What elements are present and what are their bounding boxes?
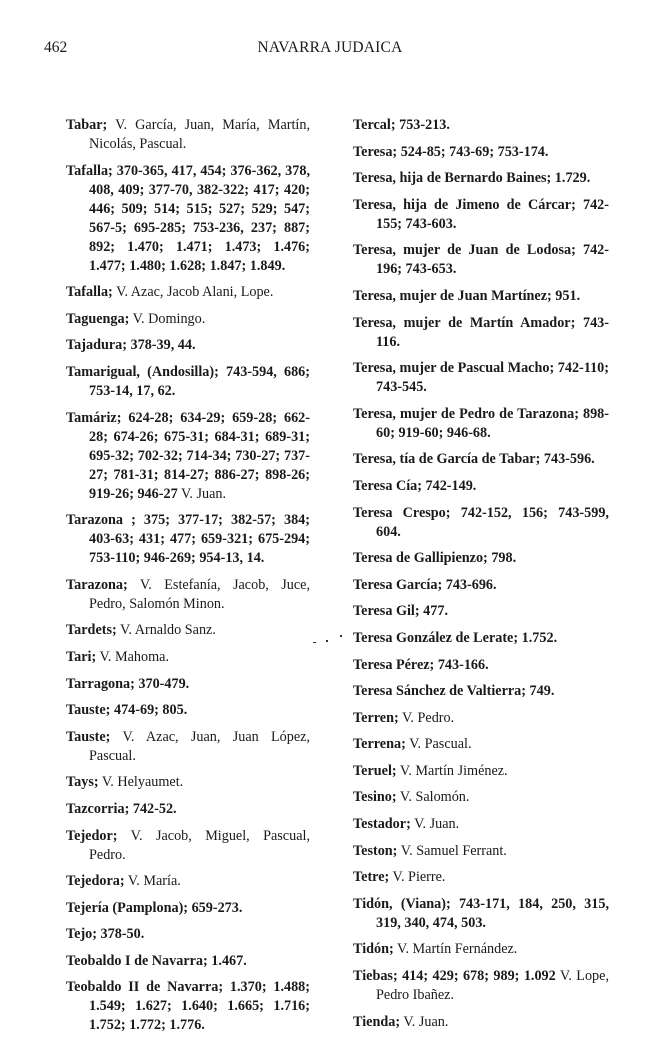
entry-headword: Tercal;: [353, 117, 396, 133]
index-entry: [353, 241, 609, 279]
entry-headword: Tajadura;: [66, 337, 127, 354]
index-entry: [66, 116, 310, 154]
entry-references: 742-52.: [129, 800, 177, 817]
entry-see-also: V. María.: [124, 873, 181, 890]
entry-see-also: V. Juan.: [400, 1013, 449, 1030]
entry-references: 951.: [551, 287, 581, 304]
entry-headword: Teresa Crespo;: [353, 504, 451, 521]
entry-see-also: V. García, Juan, María, Martín, Nicolás, Pascual.: [89, 117, 310, 152]
entry-headword: Teresa, mujer de Martín Amador;: [353, 314, 576, 331]
print-specks: [310, 636, 350, 656]
index-entry: [353, 868, 609, 887]
entry-headword: Tejo;: [66, 926, 97, 943]
entry-references: 414; 429; 678; 989; 1.092: [397, 968, 556, 985]
entry-headword: Tetre;: [353, 869, 390, 886]
entry-headword: Teresa González de Lerate;: [353, 629, 519, 646]
entry-see-also: V. Mahoma.: [96, 648, 169, 665]
index-entry: [66, 310, 310, 329]
entry-references: 898-60; 919-60; 946-68.: [376, 405, 609, 441]
index-column-left: [66, 116, 310, 1043]
entry-headword: Teresa Pérez;: [353, 656, 435, 673]
entry-references: 477.: [419, 603, 448, 620]
index-entry: [353, 788, 609, 807]
entry-see-also: V. Helyaumet.: [98, 774, 184, 791]
index-entry: [353, 169, 609, 188]
entry-headword: Teresa, tía de García de Tabar;: [353, 451, 541, 468]
entry-see-also: V. Salomón.: [396, 789, 470, 806]
entry-references: 743-116.: [376, 314, 609, 350]
entry-references: 659-273.: [188, 899, 243, 916]
page-number: 462: [44, 39, 68, 56]
index-entry: [353, 602, 609, 621]
entry-see-also: V. Arnaldo Sanz.: [116, 622, 216, 639]
index-entry: [353, 762, 609, 781]
entry-headword: Teston;: [353, 842, 398, 859]
entry-headword: Teresa García;: [353, 576, 443, 593]
entry-references: 742-196; 743-653.: [376, 242, 609, 278]
speck: [326, 640, 328, 642]
index-entry: [66, 363, 310, 401]
entry-references: 743-696.: [442, 576, 497, 593]
running-head: [0, 39, 660, 63]
index-entry: [66, 621, 310, 640]
entry-headword: Teresa, hija de Jimeno de Cárcar;: [353, 196, 576, 213]
entry-headword: Tabar;: [66, 117, 108, 133]
entry-headword: Tejedor;: [66, 827, 118, 844]
entry-headword: Tari;: [66, 648, 97, 665]
entry-headword: Taguenga;: [66, 310, 130, 327]
entry-headword: Teresa, mujer de Pascual Macho;: [353, 360, 555, 377]
entry-headword: Teresa Cía;: [353, 477, 422, 494]
index-entry: [353, 967, 609, 1005]
entry-see-also: V. Pierre.: [389, 869, 446, 886]
entry-headword: Tamarigual, (Andosilla);: [66, 363, 219, 380]
index-entry: [353, 116, 609, 135]
entry-headword: Teresa Gil;: [353, 603, 420, 620]
entry-headword: Tamáriz;: [66, 409, 122, 426]
index-entry: [353, 940, 609, 959]
index-entry: [353, 504, 609, 542]
entry-headword: Tarazona ;: [66, 512, 136, 529]
index-entry: [66, 728, 310, 766]
entry-headword: Terren;: [353, 709, 399, 726]
speck: [340, 635, 342, 637]
speck: [313, 642, 316, 643]
entry-references: 743-166.: [434, 656, 489, 673]
index-entry: [66, 773, 310, 792]
index-entry: [66, 925, 310, 944]
entry-references: 624-28; 634-29; 659-28; 662-28; 674-26; 675-31; 684-31; 689-31; 695-32; 702-32; 714-34; 730-27; 737-27; 781-31; 814-27; 886-27; 898-26; 919-26; 946-27: [89, 409, 310, 502]
index-entry: [66, 162, 310, 276]
entry-headword: Tejedora;: [66, 873, 125, 890]
entry-see-also: V. Martín Fernández.: [393, 941, 518, 958]
entry-references: 798.: [487, 550, 517, 567]
entry-headword: Tafalla;: [66, 284, 113, 301]
index-entry: [66, 872, 310, 891]
entry-references: 524-85; 743-69; 753-174.: [397, 143, 549, 160]
index-entry: [66, 899, 310, 918]
index-entry: [66, 409, 310, 504]
index-entry: [353, 842, 609, 861]
entry-see-also: V. Martín Jiménez.: [396, 762, 508, 779]
entry-references: 749.: [526, 683, 555, 700]
entry-headword: Teresa, hija de Bernardo Baines;: [353, 170, 552, 187]
entry-headword: Teresa;: [353, 143, 398, 160]
entry-headword: Teresa Sánchez de Valtierra;: [353, 683, 526, 700]
entry-see-also: V. Juan.: [177, 485, 227, 502]
index-entry: [353, 815, 609, 834]
entry-references: 742-149.: [421, 477, 477, 494]
entry-references: 378-39, 44.: [126, 337, 196, 354]
entry-see-also: V. Estefanía, Jacob, Juce, Pedro, Salomón Minon.: [89, 576, 310, 612]
index-entry: [66, 701, 310, 720]
index-entry: [353, 682, 609, 701]
index-entry: [66, 511, 310, 568]
book-title: NAVARRA JUDAICA: [257, 39, 403, 56]
entry-headword: Tarragona;: [66, 675, 135, 692]
index-entry: [353, 477, 609, 496]
entry-headword: Testador;: [353, 816, 411, 833]
entry-headword: Teobaldo I de Navarra;: [66, 952, 208, 969]
entry-headword: Teobaldo II de Navarra;: [66, 979, 224, 996]
entry-headword: Terrena;: [353, 736, 406, 753]
index-entry: [66, 283, 310, 302]
index-entry: [66, 576, 310, 614]
index-entry: [353, 709, 609, 728]
entry-headword: Tesino;: [353, 789, 397, 806]
index-entry: [66, 800, 310, 819]
index-entry: [353, 196, 609, 234]
entry-references: 1.752.: [518, 629, 558, 646]
entry-headword: Tazcorria;: [66, 800, 130, 817]
index-entry: [353, 895, 609, 933]
entry-headword: Tauste;: [66, 702, 111, 719]
entry-references: (Viana); 743-171, 184, 250, 315, 319, 340, 474, 503.: [376, 895, 609, 931]
entry-see-also: V. Samuel Ferrant.: [397, 842, 507, 859]
entry-headword: Tarazona;: [66, 576, 128, 593]
entry-headword: Teresa, mujer de Juan de Lodosa;: [353, 242, 576, 259]
entry-see-also: V. Jacob, Miguel, Pascual, Pedro.: [89, 827, 310, 863]
entry-headword: Tejería (Pamplona);: [66, 899, 189, 916]
index-entry: [353, 314, 609, 352]
index-entry: [66, 675, 310, 694]
entry-headword: Teresa, mujer de Juan Martínez;: [353, 287, 552, 304]
index-entry: [66, 648, 310, 667]
entry-references: 1.467.: [207, 952, 247, 969]
entry-references: 742-152, 156; 743-599, 604.: [376, 504, 609, 540]
entry-references: 743-596.: [540, 451, 595, 468]
index-column-right: [353, 116, 609, 1039]
entry-see-also: V. Pedro.: [398, 709, 455, 726]
index-entry: [353, 656, 609, 675]
index-entry: [66, 827, 310, 865]
entry-headword: Tienda;: [353, 1013, 401, 1030]
entry-references: 370-365, 417, 454; 376-362, 378, 408, 409; 377-70, 382-322; 417; 420; 446; 509; 514; 515; 527; 529; 547; 567-5; 695-285; 753-236, 237; 887; 892; 1.470; 1.471; 1.473; 1.476; 1.477; 1.480; 1.628; 1.847; 1.849.: [89, 162, 310, 274]
entry-references: 743-594, 686; 753-14, 17, 62.: [89, 363, 310, 399]
entry-see-also: V. Azac, Juan, Juan López, Pascual.: [89, 728, 310, 764]
entry-references: 370-479.: [134, 675, 190, 692]
entry-references: 742-110; 743-545.: [376, 360, 609, 396]
entry-headword: Tidón,: [353, 895, 393, 912]
entry-see-also: V. Pascual.: [405, 736, 472, 753]
entry-headword: Tauste;: [66, 728, 111, 745]
entry-see-also: V. Lope, Pedro Ibañez.: [376, 968, 609, 1004]
entry-references: 1.370; 1.488; 1.549; 1.627; 1.640; 1.665; 1.716; 1.752; 1.772; 1.776.: [89, 979, 310, 1034]
index-entry: [353, 735, 609, 754]
index-entry: [353, 576, 609, 595]
entry-headword: Tays;: [66, 774, 99, 791]
index-entry: [66, 952, 310, 971]
entry-references: 375; 377-17; 382-57; 384; 403-63; 431; 477; 659-321; 675-294; 753-110; 946-269; 954-13, 14.: [89, 512, 310, 567]
entry-headword: Teresa de Gallipienzo;: [353, 550, 488, 567]
index-entry: [353, 359, 609, 397]
index-entry: [353, 143, 609, 162]
index-entry: [353, 629, 609, 648]
index-entry: [353, 1013, 609, 1032]
entry-see-also: V. Azac, Jacob Alani, Lope.: [112, 284, 274, 301]
index-entry: [353, 287, 609, 306]
entry-references: 1.729.: [551, 170, 591, 187]
entry-references: 378-50.: [97, 926, 145, 943]
entry-headword: Tidón;: [353, 941, 394, 958]
index-entry: [353, 450, 609, 469]
index-entry: [66, 978, 310, 1035]
entry-see-also: V. Juan.: [410, 816, 460, 833]
entry-headword: Tafalla;: [66, 162, 113, 179]
index-entry: [353, 549, 609, 568]
entry-headword: Tardets;: [66, 622, 117, 639]
entry-references: 742-155; 743-603.: [376, 196, 609, 232]
entry-headword: Teresa, mujer de Pedro de Tarazona;: [353, 405, 579, 422]
index-entry: [66, 336, 310, 355]
entry-see-also: V. Domingo.: [129, 310, 206, 327]
entry-headword: Tiebas;: [353, 968, 398, 985]
entry-references: 753-213.: [395, 117, 450, 133]
entry-headword: Teruel;: [353, 762, 397, 779]
entry-references: 474-69; 805.: [110, 702, 188, 719]
index-entry: [353, 405, 609, 443]
